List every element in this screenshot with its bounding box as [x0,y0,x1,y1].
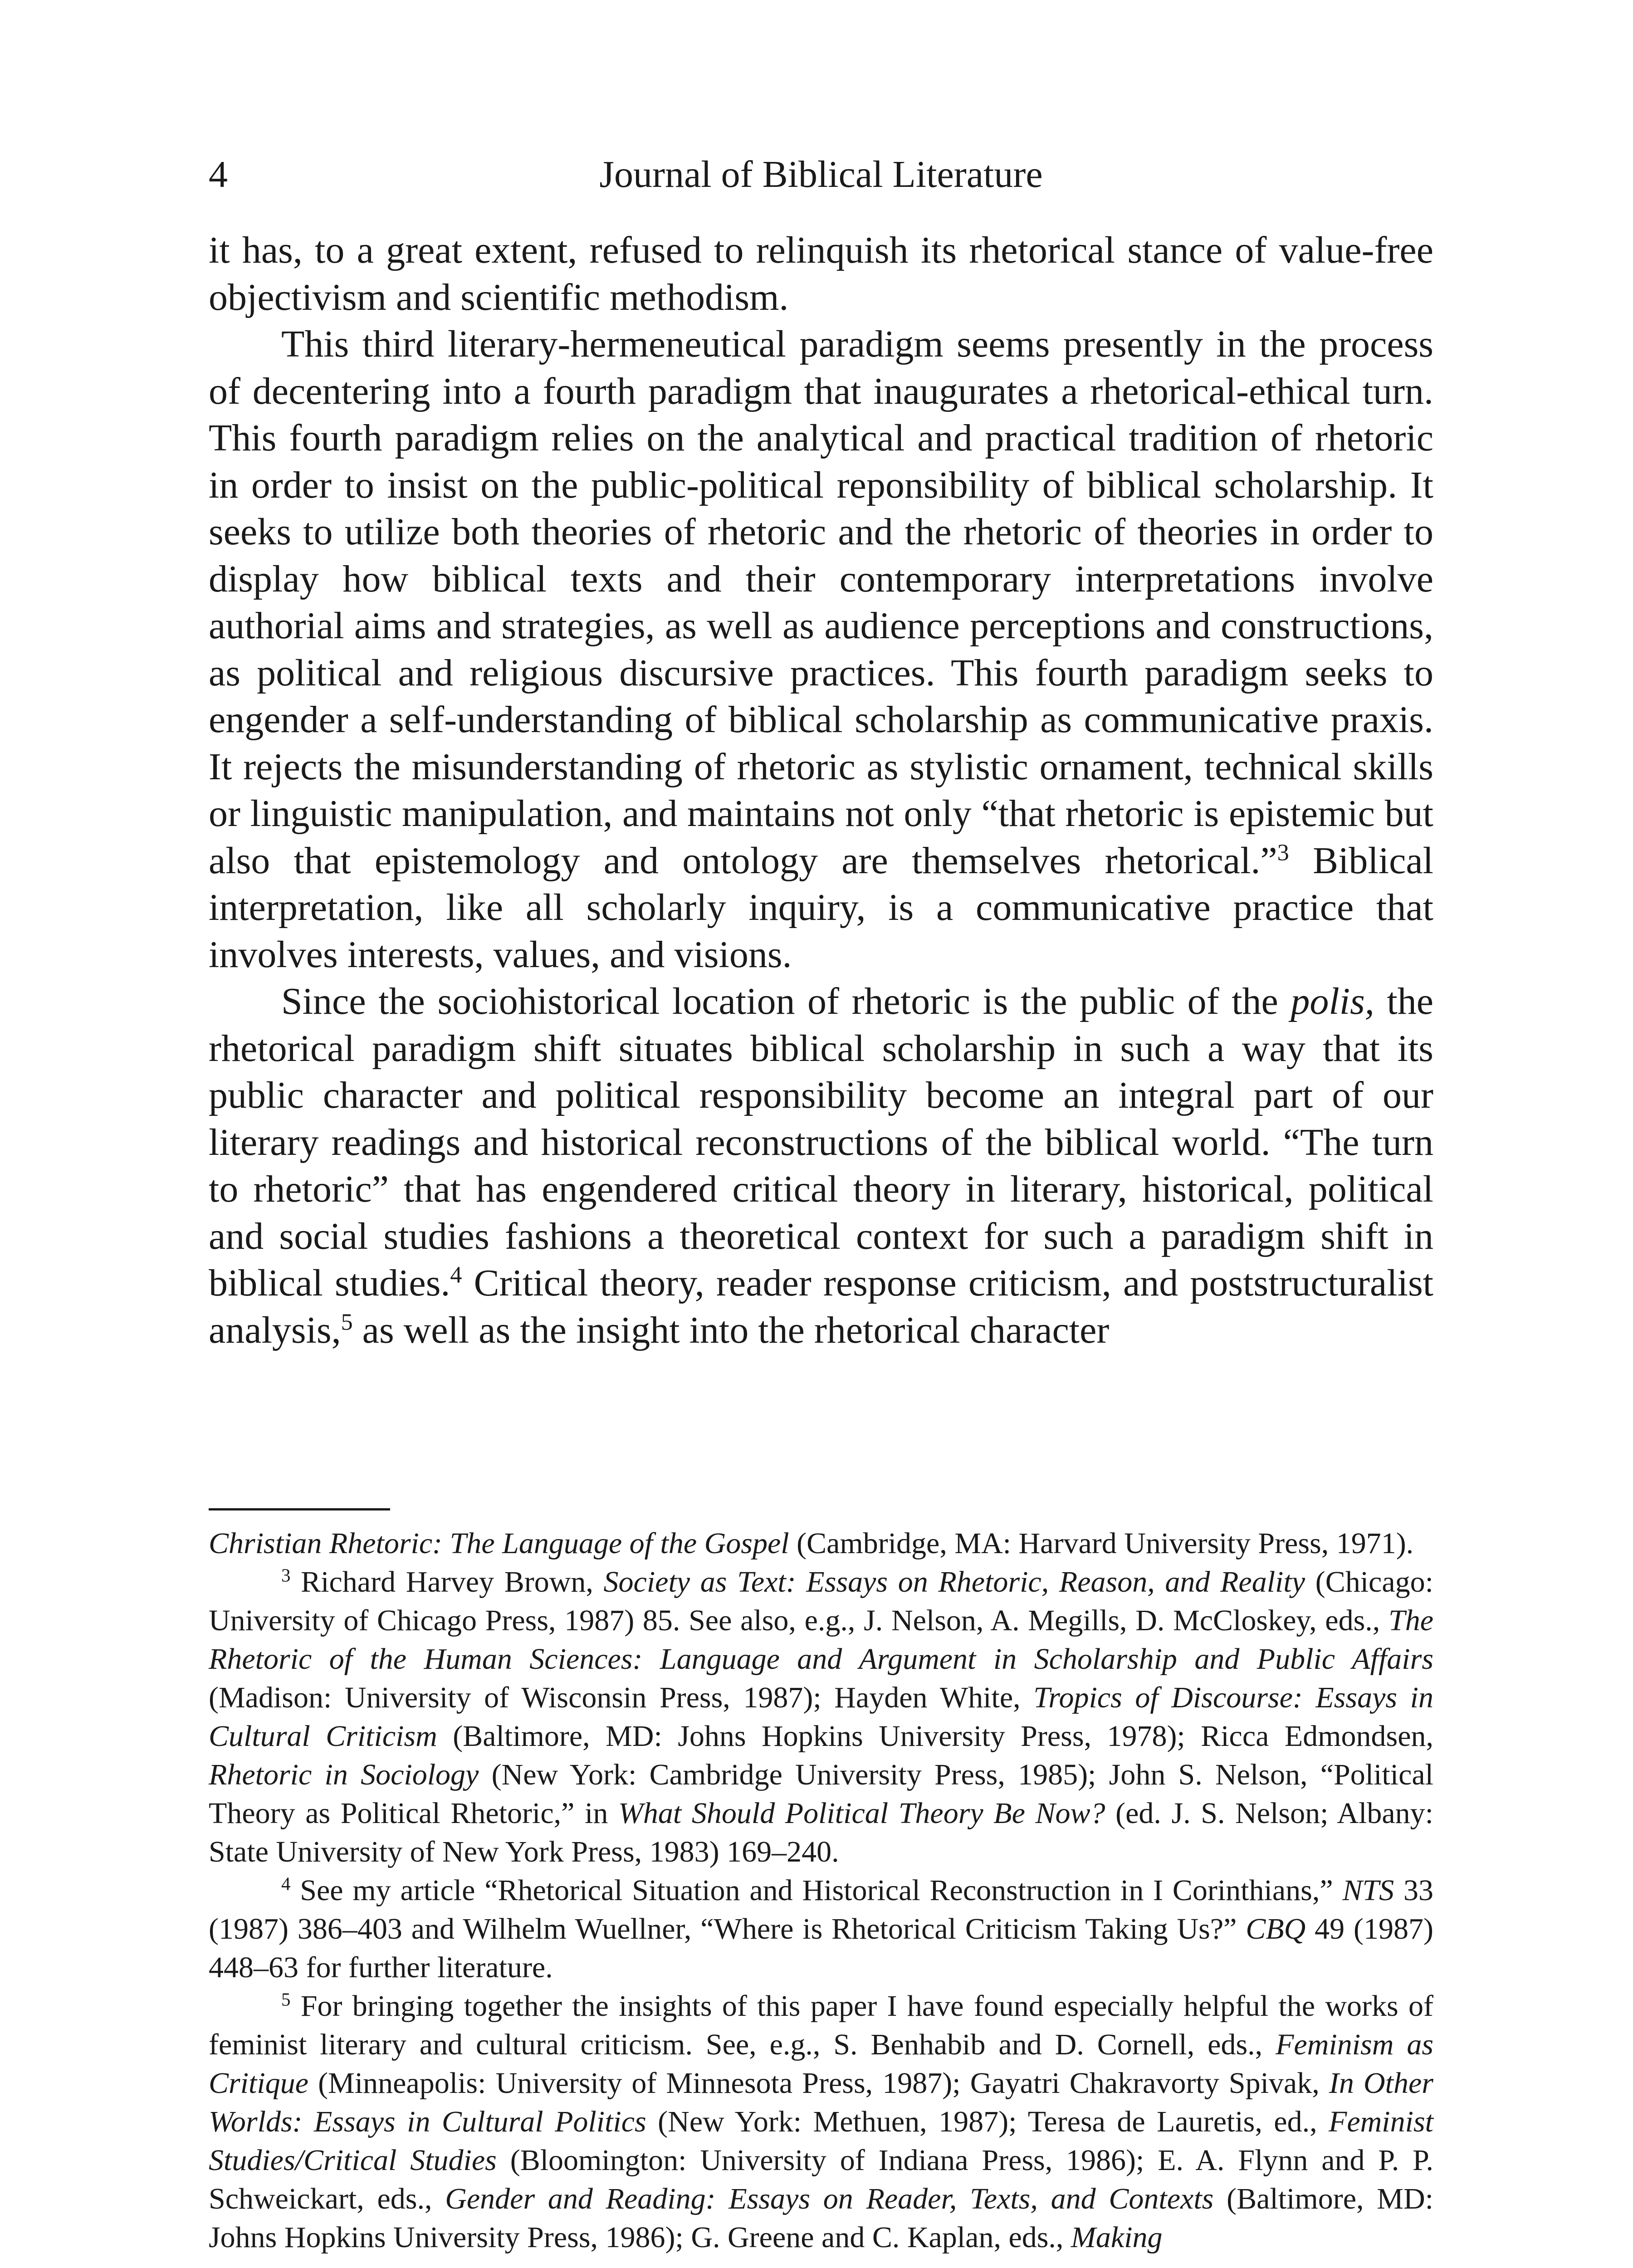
footnote-4-journal: CBQ [1246,1912,1306,1945]
footnotes [209,1524,1433,2257]
footnote-4-mark: 4 [281,1873,291,1894]
footnote-3-mark: 3 [281,1565,291,1586]
page-number: 4 [209,153,228,196]
footnote-5-text: (Minneapolis: University of Minnesota Press, 1987); Gayatri Chakravorty Spivak, [308,2067,1329,2100]
footnote-5-title: In Other Worlds: Essays in Cultural Politics [209,2067,1433,2138]
footnote-4-journal: NTS [1342,1874,1394,1907]
footnote-5-title: Feminism as Critique [209,2028,1433,2100]
footnote-3-text: (ed. J. S. Nelson; Albany: State University of New York Press, 1983) 169–240. [209,1797,1434,1868]
footnote-5-text: (New York: Methuen, 1987); Teresa de Lauretis, ed., [646,2105,1329,2138]
footnote-3-title: What Should Political Theory Be Now? [618,1797,1105,1830]
footnote-3-text: (Chicago: University of Chicago Press, 1987) 85. See also, e.g., J. Nelson, A. Megills, D. McCloskey, eds., [209,1565,1433,1637]
footnote-3-title: Tropics of Discourse: Essays in Cultural Criticism [209,1681,1433,1753]
footnote-5 [209,1987,1433,2257]
footnote-3-text: Richard Harvey Brown, [290,1565,604,1598]
paragraph-1-text: it has, to a great extent, refused to relinquish its rhetorical stance of value-free objectivism and scientific methodism. [209,229,1433,318]
footnote-3-text: (Baltimore, MD: Johns Hopkins University Press, 1978); Ricca Edmondsen, [437,1720,1433,1753]
paragraph-2-text-a: This third literary-hermeneutical paradigm seems presently in the process of decentering into a fourth paradigm that inaugurates a rhetorical-ethical turn. This fourth paradigm relies on the analytical and practical tradition of rhetoric in order to insist on the public-political reponsibility of biblical scholarship. It seeks to utilize both theories of rhetoric and the rhetoric of theories in order to display how biblical texts and their contemporary interpretations involve authorial aims and strategies, as well as audience perceptions and constructions, as political and religious discursive practices. This fourth paradigm seeks to engender a self-understanding of biblical scholarship as communicative praxis. It rejects the misunderstanding of rhetoric as stylistic ornament, technical skills or linguistic manipulation, and maintains not only “that rhetoric is epistemic but also that epistemology and ontology are themselves rhetorical.” [209,323,1433,882]
footnote-cont-text: (Cambridge, MA: Harvard University Press, 1971). [789,1527,1414,1560]
footnote-divider [209,1508,390,1510]
footnote-3-title: The Rhetoric of the Human Sciences: Language and Argument in Scholarship and Public Affairs [209,1604,1433,1676]
footnote-4-text: 49 (1987) 448–63 for further literature. [209,1912,1433,1984]
journal-title: Journal of Biblical Literature [599,153,1043,196]
footnote-3-title: Rhetoric in Sociology [209,1758,479,1791]
paragraph-2 [209,321,1433,978]
paragraph-2-text-b: Biblical interpretation, like all scholarly inquiry, is a communicative practice that involves interests, values, and visions. [209,839,1433,976]
footnote-5-text: (Baltimore, MD: Johns Hopkins University Press, 1986); G. Greene and C. Kaplan, eds., [209,2182,1433,2254]
footnote-5-text: For bringing together the insights of this paper I have found especially helpful the works of feminist literary and cultural criticism. See, e.g., S. Benhabib and D. Cornell, eds., [209,1989,1433,2061]
footnote-4-text: 33 (1987) 386–403 and Wilhelm Wuellner, “Where is Rhetorical Criticism Taking Us?” [209,1874,1433,1945]
paragraph-3-text-c: Critical theory, reader response criticism, and poststructuralist analysis, [209,1262,1434,1351]
paragraph-3-text-b: the rhetorical paradigm shift situates biblical scholarship in such a way that its public character and political responsibility become an integral part of our literary readings and historical reconstructions of the biblical world. “The turn to rhetoric” that has engendered critical theory in literary, historical, political and social studies fashions a theoretical context for such a paradigm shift in biblical studies. [209,980,1433,1304]
footnote-continuation [209,1524,1433,1563]
footnote-ref-4: 4 [450,1262,462,1288]
footnote-4 [209,1871,1433,1987]
footnote-5-title: Gender and Reading: Essays on Reader, Texts, and Contexts [445,2182,1214,2215]
footnote-5-mark: 5 [281,1989,291,2010]
paragraph-3 [209,978,1433,1354]
footnote-4-text: See my article “Rhetorical Situation and Historical Reconstruction in I Corinthians,” [290,1874,1343,1907]
footnote-3-text: (Madison: University of Wisconsin Press, 1987); Hayden White, [209,1681,1034,1714]
footnote-5-text: (Bloomington: University of Indiana Press, 1986); E. A. Flynn and P. P. Schweickart, eds., [209,2144,1433,2215]
footnote-5-title: Making [1071,2221,1163,2254]
paragraph-3-text-a: Since the sociohistorical location of rhetoric is the public of the [281,980,1291,1022]
footnote-ref-3: 3 [1277,839,1289,865]
main-text [209,227,1433,1354]
running-head [209,150,1433,200]
footnote-3-title: Society as Text: Essays on Rhetoric, Reason, and Reality [603,1565,1305,1598]
footnote-3-text: (New York: Cambridge University Press, 1985); John S. Nelson, “Political Theory as Political Rhetoric,” in [209,1758,1433,1830]
polis-term: polis, [1291,980,1374,1022]
paragraph-3-text-d: as well as the insight into the rhetorical character [352,1309,1110,1351]
paragraph-1 [209,227,1433,321]
footnote-cont-title: Christian Rhetoric: The Language of the Gospel [209,1527,789,1560]
footnote-3 [209,1563,1433,1871]
footnote-5-title: Feminist Studies/Critical Studies [209,2105,1433,2177]
footnote-ref-5: 5 [341,1309,353,1335]
